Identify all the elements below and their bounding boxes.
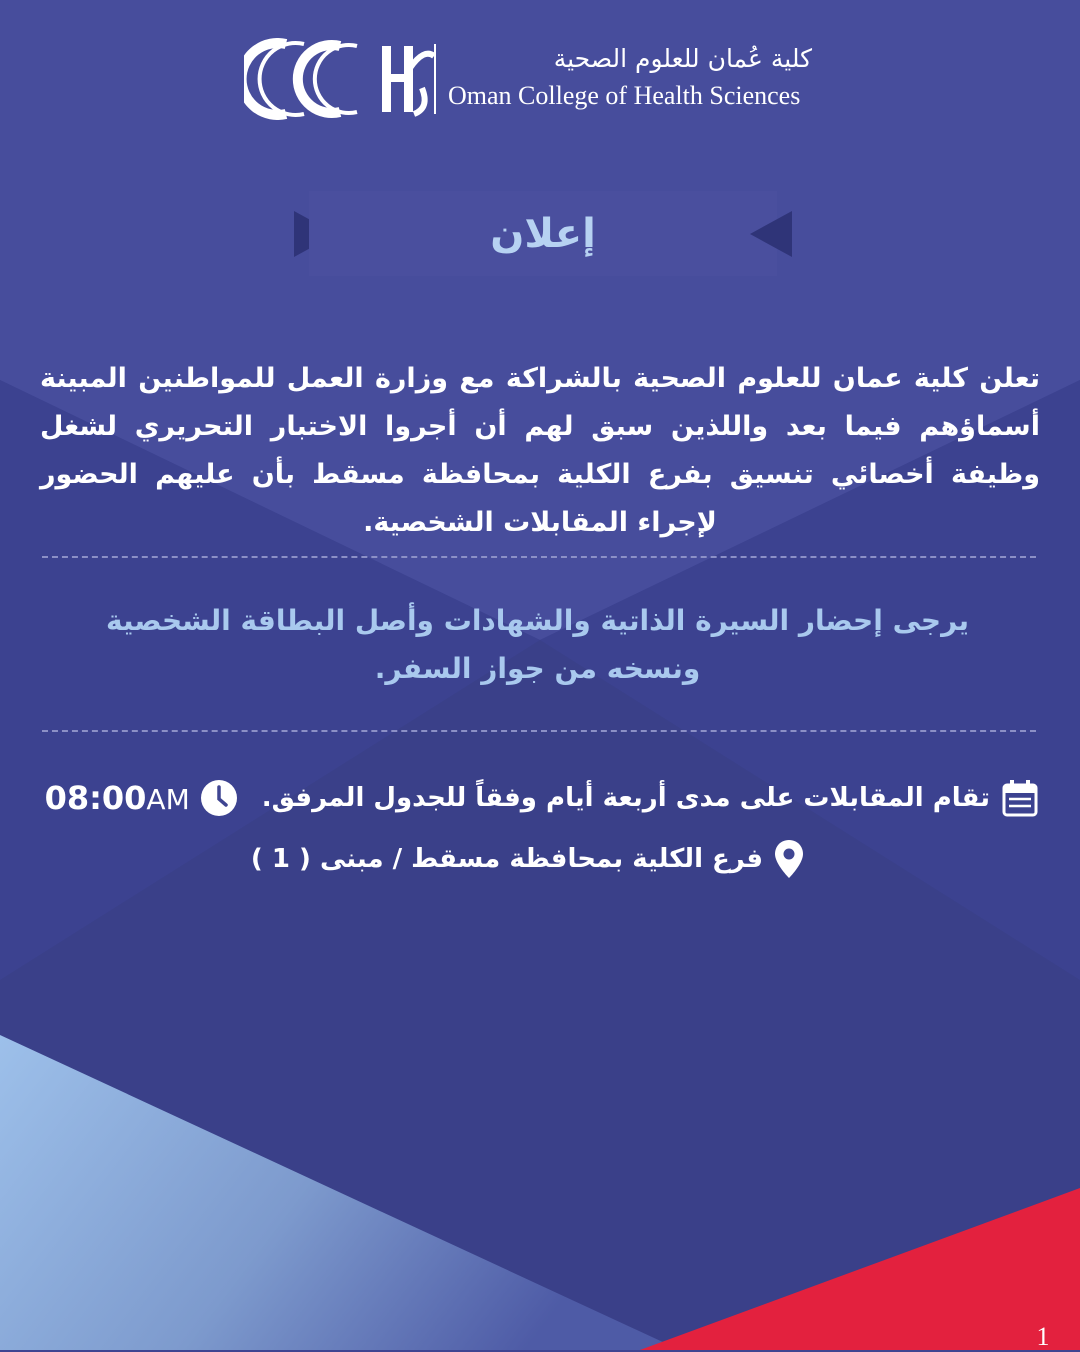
logo-divider (434, 44, 436, 114)
ochs-logo-mark (244, 38, 436, 120)
logo-arabic-name: كلية عُمان للعلوم الصحية (553, 44, 812, 73)
announcement-paragraph: تعلن كلية عمان للعلوم الصحية بالشراكة مع وزارة العمل للمواطنين المبينة أسماؤهم فيما بعد واللذين سبق لهم أن أجروا الاختبار التحريري لشغل وظيفة أخصائي تنسيق بفرع الكلية بمحافظة مسقط بأن عليهم الحضور لإجراء المقابلات الشخصية. (40, 363, 1040, 538)
location-text: فرع الكلية بمحافظة مسقط / مبنى ( 1 ) (250, 844, 763, 874)
location-row (250, 833, 805, 885)
college-logo (244, 38, 814, 120)
clock-icon (200, 779, 238, 817)
interview-time (45, 779, 190, 817)
page-number: 1 (1036, 1322, 1050, 1351)
calendar-icon (1000, 777, 1040, 819)
logo-english-name: Oman College of Health Sciences (448, 81, 801, 110)
location-pin-icon (773, 839, 805, 879)
time-unit: AM (146, 783, 190, 816)
schedule-row (40, 772, 1040, 824)
banner-right-arrow (750, 211, 792, 257)
announcement-banner (309, 191, 777, 276)
requirements-paragraph: يرجى إحضار السيرة الذاتية والشهادات وأصل البطاقة الشخصية ونسخه من جواز السفر. (105, 604, 970, 685)
schedule-text: تقام المقابلات على مدى أربعة أيام وفقاً للجدول المرفق. (261, 783, 990, 813)
dashed-divider (42, 730, 1036, 732)
dashed-divider (42, 556, 1036, 558)
time-value: 08:00 (44, 779, 147, 817)
announcement-title: إعلان (490, 210, 596, 257)
